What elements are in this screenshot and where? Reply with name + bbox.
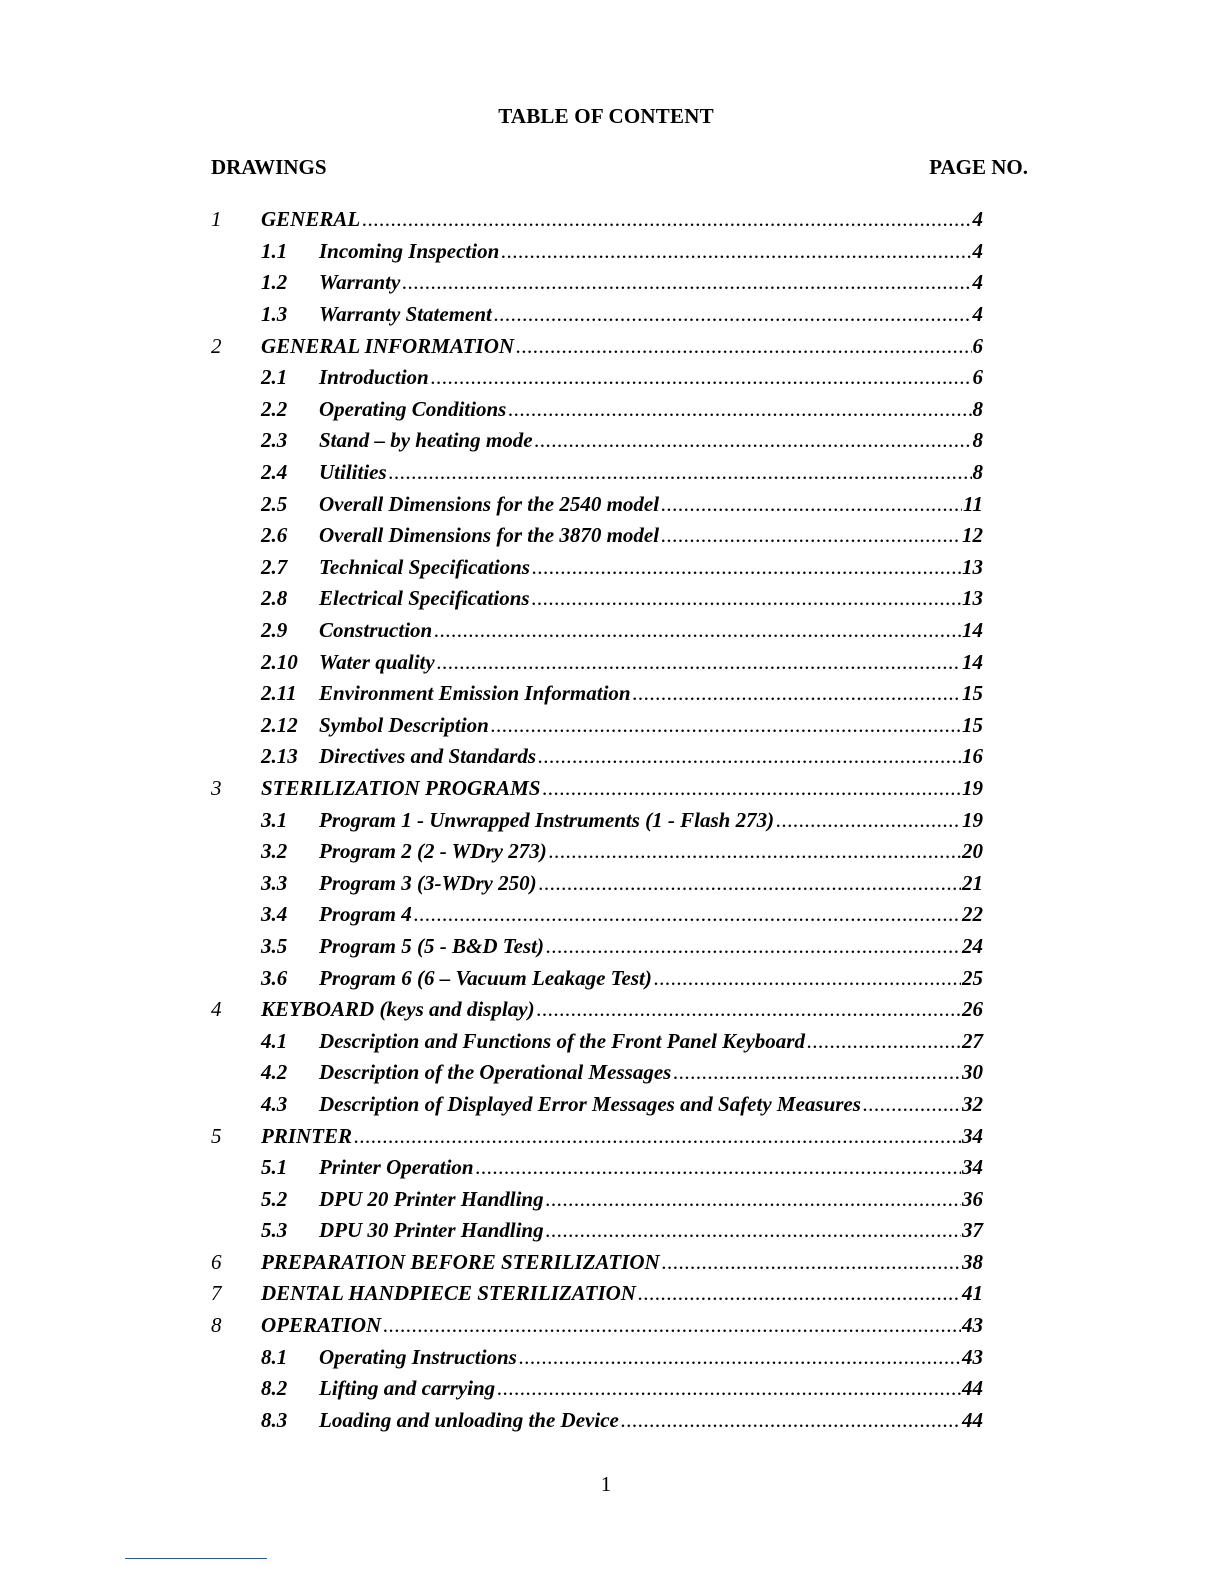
toc-dot-leader <box>661 523 961 548</box>
toc-entry-line <box>319 744 983 769</box>
toc-entry-number: 3.4 <box>261 902 288 927</box>
toc-entry-page: 13 <box>962 586 983 611</box>
toc-dot-leader <box>542 776 961 801</box>
toc-entry-page: 34 <box>962 1123 983 1148</box>
toc-entry-number: 2.5 <box>261 491 288 516</box>
toc-entry-page: 8 <box>972 396 983 421</box>
toc-entry-number: 2.2 <box>261 396 288 421</box>
toc-entry-title: Program 1 - Unwrapped Instruments (1 - Flash 273) <box>319 807 775 832</box>
toc-entry-line <box>261 1313 983 1338</box>
toc-entry-title: Technical Specifications <box>319 554 530 579</box>
toc-dot-leader <box>414 902 961 927</box>
toc-entry-number: 8.3 <box>261 1407 288 1432</box>
toc-entry-title: DENTAL HANDPIECE STERILIZATION <box>261 1281 636 1306</box>
toc-dot-leader <box>494 302 972 327</box>
toc-entry-page: 21 <box>962 870 983 895</box>
toc-entry-page: 36 <box>962 1186 983 1211</box>
toc-entry-title: Overall Dimensions for the 2540 model <box>319 491 660 516</box>
toc-entry-number: 1.2 <box>261 270 288 295</box>
toc-entry-line <box>319 239 983 264</box>
toc-entry-title: Incoming Inspection <box>319 238 500 263</box>
toc-entry[interactable] <box>211 804 983 836</box>
toc-entry-page: 19 <box>962 807 983 832</box>
toc-entry-number: 3.2 <box>261 839 288 864</box>
toc-dot-leader <box>776 808 961 833</box>
toc-entry[interactable] <box>211 1057 983 1089</box>
toc-entry-line <box>319 586 983 611</box>
toc-entry-title: Symbol Description <box>319 712 489 737</box>
toc-entry-page: 13 <box>962 554 983 579</box>
toc-entry-title: Printer Operation <box>319 1155 474 1180</box>
toc-entry-title: Description and Functions of the Front Panel Keyboard <box>319 1028 805 1053</box>
toc-entry-number: 2.10 <box>261 649 298 674</box>
toc-entry-line <box>319 808 983 833</box>
toc-entry[interactable] <box>211 899 983 931</box>
toc-entry[interactable] <box>211 552 983 584</box>
toc-entry-title: Operating Instructions <box>319 1344 517 1369</box>
toc-dot-leader <box>538 744 961 769</box>
toc-entry[interactable] <box>211 931 983 963</box>
toc-entry-line <box>319 1376 983 1401</box>
toc-entry-page: 11 <box>963 491 983 516</box>
toc-dot-leader <box>661 492 962 517</box>
toc-entry[interactable] <box>211 615 983 647</box>
toc-entry-page: 41 <box>962 1281 983 1306</box>
toc-entry[interactable] <box>211 1089 983 1121</box>
toc-entry[interactable] <box>211 457 983 489</box>
toc-dot-leader <box>546 1187 961 1212</box>
toc-entry[interactable] <box>211 267 983 299</box>
toc-entry-number: 5.1 <box>261 1155 288 1180</box>
toc-entry-number: 4.1 <box>261 1028 288 1053</box>
toc-entry-number: 1.3 <box>261 302 288 327</box>
toc-entry[interactable] <box>211 710 983 742</box>
toc-dot-leader <box>638 1281 961 1306</box>
toc-entry-title: Loading and unloading the Device <box>319 1407 619 1432</box>
toc-entry-line <box>319 902 983 927</box>
toc-entry-number: 2.8 <box>261 586 288 611</box>
toc-dot-leader <box>549 839 961 864</box>
toc-entry-line <box>261 776 983 801</box>
toc-dot-leader <box>434 618 961 643</box>
toc-entry-number: 2.13 <box>261 744 298 769</box>
toc-entry-number: 2.1 <box>261 365 288 390</box>
toc-entry-title: OPERATION <box>261 1313 382 1338</box>
toc-entry-page: 4 <box>972 270 983 295</box>
toc-entry-page: 19 <box>962 775 983 800</box>
toc-entry-line <box>319 871 983 896</box>
toc-entry-page: 4 <box>972 238 983 263</box>
toc-entry-title: Electrical Specifications <box>319 586 530 611</box>
toc-entry[interactable] <box>211 741 983 773</box>
toc-entry-title: Description of the Operational Messages <box>319 1060 672 1085</box>
toc-entry-number: 2 <box>211 333 222 358</box>
toc-entry-line <box>319 618 983 643</box>
toc-entry-number: 3.6 <box>261 965 288 990</box>
toc-entry-line <box>319 492 983 517</box>
toc-entry-title: DPU 30 Printer Handling <box>319 1218 544 1243</box>
toc-entry-line <box>319 1092 983 1117</box>
toc-dot-leader <box>501 239 971 264</box>
toc-entry-number: 2.6 <box>261 523 288 548</box>
toc-entry-page: 22 <box>962 902 983 927</box>
toc-entry-page: 37 <box>962 1218 983 1243</box>
toc-entry-line <box>319 713 983 738</box>
toc-entry[interactable] <box>211 1341 983 1373</box>
page-number: 1 <box>600 1472 612 1496</box>
toc-dot-leader <box>431 365 972 390</box>
toc-entry-page: 14 <box>962 618 983 643</box>
toc-entry-page: 24 <box>962 933 983 958</box>
toc-entry-title: Directives and Standards <box>319 744 537 769</box>
toc-entry[interactable] <box>211 646 983 678</box>
toc-entry-page: 6 <box>972 333 983 358</box>
toc-dot-leader <box>673 1060 961 1085</box>
toc-entry-title: Program 2 (2 - WDry 273) <box>319 839 547 864</box>
toc-entry-title: KEYBOARD (keys and display) <box>261 997 535 1022</box>
toc-entry-number: 8.1 <box>261 1344 288 1369</box>
toc-entry-page: 25 <box>962 965 983 990</box>
toc-dot-leader <box>354 1124 961 1149</box>
toc-entry-number: 1 <box>211 207 222 232</box>
table-of-contents <box>211 204 983 1436</box>
toc-entry-title: Program 3 (3-WDry 250) <box>319 870 537 895</box>
toc-dot-leader <box>362 207 971 232</box>
toc-entry-title: Utilities <box>319 460 387 485</box>
toc-entry-page: 8 <box>972 428 983 453</box>
toc-entry-line <box>319 966 983 991</box>
toc-entry-page: 20 <box>962 839 983 864</box>
toc-entry-number: 3.5 <box>261 933 288 958</box>
toc-entry-line <box>319 1408 983 1433</box>
toc-entry[interactable] <box>211 1278 983 1310</box>
toc-entry[interactable] <box>211 1405 983 1437</box>
toc-entry[interactable] <box>211 836 983 868</box>
toc-entry-title: Operating Conditions <box>319 396 507 421</box>
toc-entry[interactable] <box>211 394 983 426</box>
toc-entry-title: Warranty <box>319 270 401 295</box>
toc-dot-leader <box>863 1092 961 1117</box>
toc-entry-title: Warranty Statement <box>319 302 492 327</box>
toc-entry-page: 44 <box>962 1376 983 1401</box>
toc-entry-number: 4.3 <box>261 1091 288 1116</box>
toc-entry-page: 8 <box>972 460 983 485</box>
toc-entry-page: 15 <box>962 712 983 737</box>
toc-entry-title: Introduction <box>319 365 429 390</box>
toc-entry-number: 4 <box>211 997 222 1022</box>
toc-dot-leader <box>662 1250 961 1275</box>
toc-entry-line <box>319 302 983 327</box>
toc-entry-line <box>319 1187 983 1212</box>
toc-dot-leader <box>537 997 961 1022</box>
toc-entry-number: 2.12 <box>261 712 298 737</box>
toc-entry[interactable] <box>211 1152 983 1184</box>
toc-entry-title: Environment Emission Information <box>319 681 631 706</box>
toc-dot-leader <box>476 1155 961 1180</box>
toc-entry-page: 6 <box>972 365 983 390</box>
toc-entry-page: 16 <box>962 744 983 769</box>
toc-entry-page: 26 <box>962 997 983 1022</box>
toc-entry-page: 32 <box>962 1091 983 1116</box>
toc-entry-number: 3 <box>211 775 222 800</box>
toc-entry[interactable] <box>211 994 983 1026</box>
toc-entry[interactable] <box>211 1310 983 1342</box>
toc-dot-leader <box>535 428 972 453</box>
toc-entry-title: Program 6 (6 – Vacuum Leakage Test) <box>319 965 652 990</box>
toc-entry-line <box>261 1281 983 1306</box>
toc-entry-number: 5.3 <box>261 1218 288 1243</box>
toc-entry[interactable] <box>211 425 983 457</box>
toc-dot-leader <box>807 1029 961 1054</box>
footnote-separator <box>125 1558 267 1559</box>
document-title: TABLE OF CONTENT <box>498 104 714 128</box>
toc-entry-number: 3.1 <box>261 807 288 832</box>
toc-entry-page: 43 <box>962 1344 983 1369</box>
toc-entry[interactable] <box>211 1215 983 1247</box>
toc-dot-leader <box>516 334 971 359</box>
toc-dot-leader <box>532 555 961 580</box>
toc-entry-line <box>261 997 983 1022</box>
toc-entry-page: 4 <box>972 302 983 327</box>
toc-dot-leader <box>402 270 971 295</box>
toc-entry-line <box>319 397 983 422</box>
toc-entry-number: 8.2 <box>261 1376 288 1401</box>
toc-entry-line <box>261 1250 983 1275</box>
toc-dot-leader <box>621 1408 961 1433</box>
toc-entry[interactable] <box>211 1183 983 1215</box>
toc-dot-leader <box>383 1313 961 1338</box>
toc-entry-number: 2.3 <box>261 428 288 453</box>
toc-entry-title: Program 4 <box>319 902 412 927</box>
toc-entry-title: Lifting and carrying <box>319 1376 496 1401</box>
toc-entry-title: Program 5 (5 - B&D Test) <box>319 933 544 958</box>
toc-entry[interactable] <box>211 488 983 520</box>
toc-entry-line <box>319 428 983 453</box>
toc-entry-title: STERILIZATION PROGRAMS <box>261 775 541 800</box>
toc-entry-title: DPU 20 Printer Handling <box>319 1186 544 1211</box>
toc-entry-line <box>261 207 983 232</box>
toc-dot-leader <box>532 586 961 611</box>
toc-entry-page: 34 <box>962 1155 983 1180</box>
toc-entry-line <box>319 523 983 548</box>
column-header-page-no: PAGE NO. <box>929 155 1028 179</box>
toc-entry-page: 14 <box>962 649 983 674</box>
toc-entry-page: 15 <box>962 681 983 706</box>
toc-dot-leader <box>546 1218 961 1243</box>
toc-dot-leader <box>491 713 961 738</box>
toc-entry-number: 2.7 <box>261 554 288 579</box>
toc-entry-title: Stand – by heating mode <box>319 428 533 453</box>
toc-entry-number: 8 <box>211 1313 222 1338</box>
toc-entry-page: 43 <box>962 1313 983 1338</box>
toc-entry[interactable] <box>211 867 983 899</box>
toc-dot-leader <box>654 966 961 991</box>
toc-dot-leader <box>633 681 961 706</box>
toc-dot-leader <box>546 934 961 959</box>
toc-entry-number: 5 <box>211 1123 222 1148</box>
toc-entry-number: 1.1 <box>261 238 288 263</box>
toc-entry[interactable] <box>211 1120 983 1152</box>
toc-entry[interactable] <box>211 678 983 710</box>
toc-entry-line <box>261 334 983 359</box>
toc-entry[interactable] <box>211 204 983 236</box>
toc-dot-leader <box>539 871 961 896</box>
toc-entry-line <box>319 650 983 675</box>
toc-entry[interactable] <box>211 330 983 362</box>
toc-entry[interactable] <box>211 1373 983 1405</box>
toc-entry-line <box>319 270 983 295</box>
toc-entry-number: 6 <box>211 1249 222 1274</box>
toc-entry-line <box>319 681 983 706</box>
toc-entry-page: 12 <box>962 523 983 548</box>
toc-entry-number: 5.2 <box>261 1186 288 1211</box>
toc-dot-leader <box>437 650 961 675</box>
toc-entry[interactable] <box>211 962 983 994</box>
toc-entry-title: PRINTER <box>261 1123 353 1148</box>
toc-entry-line <box>319 555 983 580</box>
toc-dot-leader <box>497 1376 961 1401</box>
toc-entry-line <box>319 839 983 864</box>
toc-entry-line <box>319 1218 983 1243</box>
toc-dot-leader <box>389 460 972 485</box>
toc-entry-title: PREPARATION BEFORE STERILIZATION <box>261 1249 660 1274</box>
toc-entry-line <box>319 1345 983 1370</box>
toc-entry-line <box>261 1124 983 1149</box>
toc-entry-title: GENERAL <box>261 207 361 232</box>
toc-entry-page: 27 <box>962 1028 983 1053</box>
toc-entry[interactable] <box>211 299 983 331</box>
toc-entry[interactable] <box>211 583 983 615</box>
toc-entry-page: 38 <box>962 1249 983 1274</box>
toc-entry-page: 30 <box>962 1060 983 1085</box>
toc-entry-title: Description of Displayed Error Messages and Safety Measures <box>319 1091 861 1116</box>
toc-entry-page: 44 <box>962 1407 983 1432</box>
toc-entry-line <box>319 1029 983 1054</box>
toc-entry[interactable] <box>211 362 983 394</box>
toc-entry-number: 2.11 <box>261 681 297 706</box>
toc-entry-number: 2.4 <box>261 460 288 485</box>
toc-entry[interactable] <box>211 1247 983 1279</box>
toc-entry-line <box>319 1060 983 1085</box>
toc-entry-line <box>319 1155 983 1180</box>
toc-entry[interactable] <box>211 1025 983 1057</box>
toc-entry-line <box>319 365 983 390</box>
toc-entry-line <box>319 934 983 959</box>
toc-dot-leader <box>519 1345 961 1370</box>
toc-entry-number: 7 <box>211 1281 222 1306</box>
toc-entry-number: 4.2 <box>261 1060 288 1085</box>
toc-entry-title: GENERAL INFORMATION <box>261 333 515 358</box>
toc-entry[interactable] <box>211 773 983 805</box>
toc-entry-title: Construction <box>319 618 433 643</box>
toc-entry-number: 3.3 <box>261 870 288 895</box>
toc-entry[interactable] <box>211 236 983 268</box>
toc-entry-number: 2.9 <box>261 618 288 643</box>
toc-dot-leader <box>508 397 971 422</box>
toc-entry-title: Overall Dimensions for the 3870 model <box>319 523 660 548</box>
toc-entry-page: 4 <box>972 207 983 232</box>
toc-entry-line <box>319 460 983 485</box>
column-header-drawings: DRAWINGS <box>211 155 327 179</box>
toc-entry-title: Water quality <box>319 649 435 674</box>
toc-entry[interactable] <box>211 520 983 552</box>
